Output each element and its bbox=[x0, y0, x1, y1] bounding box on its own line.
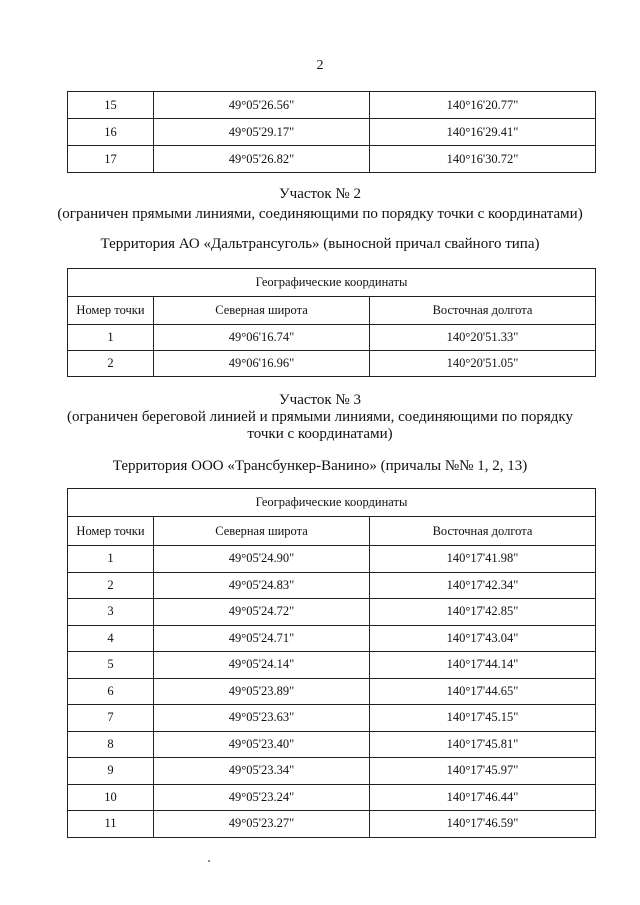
section3-subtitle-line1: (ограничен береговой линией и прямыми линиями, соединяющими по порядку bbox=[66, 409, 573, 425]
top-coordinates-table bbox=[67, 91, 596, 173]
table-row bbox=[68, 731, 596, 758]
page-number: 2 bbox=[316, 58, 324, 73]
section3-subtitle-line2: точки с координатами) bbox=[247, 426, 393, 442]
table-row bbox=[68, 546, 596, 573]
point-number-cell: 10 bbox=[68, 784, 154, 811]
latitude-cell: 49°05'23.27" bbox=[154, 811, 370, 838]
point-number-cell: 17 bbox=[68, 146, 154, 173]
longitude-cell: 140°17'45.81" bbox=[370, 731, 596, 758]
table-row bbox=[68, 119, 596, 146]
latitude-cell: 49°05'24.14" bbox=[154, 652, 370, 679]
section3-header-lon: Восточная долгота bbox=[370, 517, 596, 546]
latitude-cell: 49°05'23.89" bbox=[154, 678, 370, 705]
longitude-cell: 140°17'46.44" bbox=[370, 784, 596, 811]
section3-table bbox=[67, 488, 596, 838]
table-row bbox=[68, 678, 596, 705]
latitude-cell: 49°05'24.83" bbox=[154, 572, 370, 599]
longitude-cell: 140°20'51.33" bbox=[370, 325, 596, 351]
section2-title: Участок № 2 bbox=[279, 186, 361, 202]
section3-group-header: Географические координаты bbox=[68, 489, 596, 517]
latitude-cell: 49°06'16.96" bbox=[154, 351, 370, 377]
latitude-cell: 49°05'24.72" bbox=[154, 599, 370, 626]
longitude-cell: 140°20'51.05" bbox=[370, 351, 596, 377]
longitude-cell: 140°16'29.41" bbox=[370, 119, 596, 146]
longitude-cell: 140°17'43.04" bbox=[370, 625, 596, 652]
longitude-cell: 140°17'41.98" bbox=[370, 546, 596, 573]
point-number-cell: 2 bbox=[68, 572, 154, 599]
latitude-cell: 49°05'29.17" bbox=[154, 119, 370, 146]
longitude-cell: 140°17'42.85" bbox=[370, 599, 596, 626]
latitude-cell: 49°05'26.82" bbox=[154, 146, 370, 173]
longitude-cell: 140°16'30.72" bbox=[370, 146, 596, 173]
section3-header-lat: Северная широта bbox=[154, 517, 370, 546]
section3-header-point: Номер точки bbox=[68, 517, 154, 546]
longitude-cell: 140°17'44.65" bbox=[370, 678, 596, 705]
longitude-cell: 140°17'45.15" bbox=[370, 705, 596, 732]
section2-header-lon: Восточная долгота bbox=[370, 297, 596, 325]
section3-territory: Территория ООО «Трансбункер-Ванино» (причалы №№ 1, 2, 13) bbox=[112, 458, 528, 474]
scan-speck bbox=[208, 860, 210, 862]
latitude-cell: 49°05'23.40" bbox=[154, 731, 370, 758]
table-row bbox=[68, 652, 596, 679]
table-row bbox=[68, 811, 596, 838]
longitude-cell: 140°17'45.97" bbox=[370, 758, 596, 785]
point-number-cell: 11 bbox=[68, 811, 154, 838]
table-row bbox=[68, 784, 596, 811]
table-row bbox=[68, 599, 596, 626]
point-number-cell: 15 bbox=[68, 92, 154, 119]
latitude-cell: 49°05'23.34" bbox=[154, 758, 370, 785]
point-number-cell: 9 bbox=[68, 758, 154, 785]
point-number-cell: 8 bbox=[68, 731, 154, 758]
top-table-body bbox=[68, 92, 596, 173]
point-number-cell: 1 bbox=[68, 546, 154, 573]
table-row bbox=[68, 351, 596, 377]
latitude-cell: 49°05'24.90" bbox=[154, 546, 370, 573]
section2-group-header: Географические координаты bbox=[68, 269, 596, 297]
point-number-cell: 4 bbox=[68, 625, 154, 652]
table-row bbox=[68, 325, 596, 351]
section2-header-lat: Северная широта bbox=[154, 297, 370, 325]
table-row bbox=[68, 758, 596, 785]
point-number-cell: 7 bbox=[68, 705, 154, 732]
longitude-cell: 140°17'46.59" bbox=[370, 811, 596, 838]
section3-title: Участок № 3 bbox=[279, 392, 361, 408]
latitude-cell: 49°05'24.71" bbox=[154, 625, 370, 652]
section2-table bbox=[67, 268, 596, 377]
latitude-cell: 49°06'16.74" bbox=[154, 325, 370, 351]
table-row bbox=[68, 572, 596, 599]
latitude-cell: 49°05'26.56" bbox=[154, 92, 370, 119]
latitude-cell: 49°05'23.63" bbox=[154, 705, 370, 732]
table-row bbox=[68, 705, 596, 732]
table-row bbox=[68, 625, 596, 652]
table-row bbox=[68, 146, 596, 173]
point-number-cell: 6 bbox=[68, 678, 154, 705]
table-row bbox=[68, 92, 596, 119]
longitude-cell: 140°17'42.34" bbox=[370, 572, 596, 599]
section2-territory: Территория АО «Дальтрансуголь» (выносной причал свайного типа) bbox=[100, 236, 540, 252]
section2-table-body bbox=[68, 325, 596, 377]
point-number-cell: 3 bbox=[68, 599, 154, 626]
section2-header-point: Номер точки bbox=[68, 297, 154, 325]
section2-subtitle: (ограничен прямыми линиями, соединяющими по порядку точки с координатами) bbox=[57, 206, 583, 222]
section3-table-body bbox=[68, 546, 596, 838]
point-number-cell: 16 bbox=[68, 119, 154, 146]
longitude-cell: 140°17'44.14" bbox=[370, 652, 596, 679]
point-number-cell: 1 bbox=[68, 325, 154, 351]
latitude-cell: 49°05'23.24" bbox=[154, 784, 370, 811]
point-number-cell: 5 bbox=[68, 652, 154, 679]
longitude-cell: 140°16'20.77" bbox=[370, 92, 596, 119]
point-number-cell: 2 bbox=[68, 351, 154, 377]
